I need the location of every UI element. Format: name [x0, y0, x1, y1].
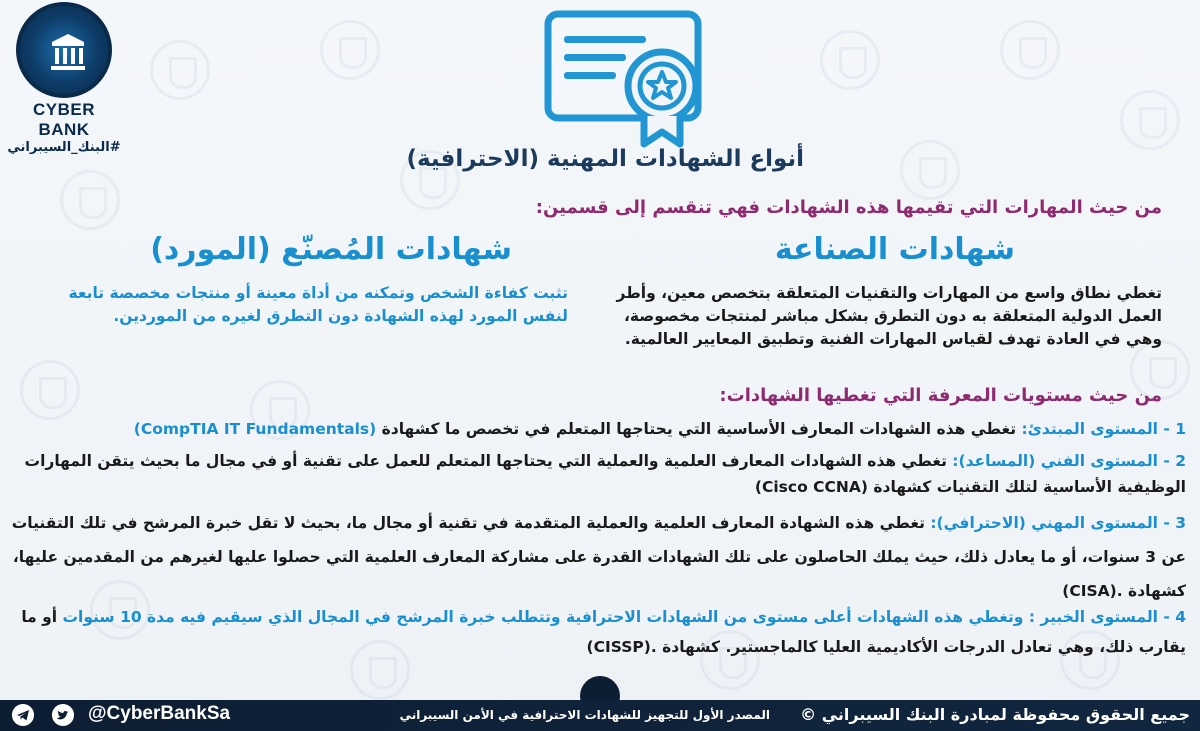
footer-source: المصدر الأول للتجهيز للشهادات الاحترافية في الأمن السيبراني — [399, 708, 770, 722]
levels-section-heading: من حيث مستويات المعرفة التي تغطيها الشهادات: — [719, 385, 1162, 406]
watermark-shield-icon — [150, 40, 210, 100]
logo-hashtag: #البنك_السيبراني — [7, 140, 121, 155]
watermark-shield-icon — [900, 140, 960, 200]
level-number: 3 - — [1157, 514, 1186, 532]
level-item — [6, 416, 1186, 442]
level-example-cert: (Cisco CCNA) — [754, 478, 868, 496]
level-item — [6, 506, 1186, 608]
watermark-shield-icon — [1000, 20, 1060, 80]
skills-section-heading: من حيث المهارات التي تقيمها هذه الشهادات فهي تنقسم إلى قسمين: — [535, 197, 1162, 218]
level-description: تغطي هذه الشهادة المعارف العلمية والعملية المتقدمة في تقنية أو مجال ما، بحيث لا تقل خبرة المرشح في تلك التقنيات عن 3 سنوات، أو ما يعادل ذلك، حيث يملك الحاصلون على تلك الشهادات القدرة على مشاركة المعارف العلمية التي حصلوا عليها لغيرهم من المقدمين عليها، كشهادة — [11, 514, 1186, 600]
level-title: المستوى الفني (المساعد): — [952, 452, 1158, 470]
level-item — [6, 448, 1186, 500]
level-description: تغطي هذه الشهادات المعارف العلمية والعملية التي يحتاجها المتعلم للعمل على تقنية أو في مجال ما بحيث يتقن المهارات الوظيفية الأساسية لتلك التقنيات كشهادة — [24, 452, 1186, 496]
industry-certs-heading: شهادات الصناعة — [774, 232, 1015, 267]
certificate-award-icon — [540, 8, 720, 148]
watermark-shield-icon — [20, 360, 80, 420]
level-title: المستوى الخبير : وتغطي هذه الشهادات أعلى مستوى من الشهادات الاحترافية وتتطلب خبرة المرشح في المجال الذي سيقيم فيه مدة 10 سنوات — [62, 608, 1158, 626]
level-example-cert: (CISA). — [1062, 582, 1123, 600]
watermark-shield-icon — [1120, 90, 1180, 150]
level-number: 2 - — [1157, 452, 1186, 470]
twitter-handle[interactable]: @CyberBankSa — [88, 703, 231, 724]
twitter-icon[interactable] — [52, 704, 74, 726]
level-title: المستوى المبتدئ: — [1021, 420, 1158, 438]
page-title: أنواع الشهادات المهنية (الاحترافية) — [406, 146, 804, 172]
watermark-shield-icon — [820, 30, 880, 90]
watermark-shield-icon — [60, 170, 120, 230]
cyber-bank-logo — [6, 2, 122, 155]
vendor-certs-description: تثبت كفاءة الشخص وتمكنه من أداة معينة أو منتجات مخصصة تابعة لنفس المورد لهذه الشهادة دون التطرق لغيره من الموردين. — [68, 284, 568, 325]
level-description: أو ما يقارب ذلك، وهي تعادل الدرجات الأكاديمية العليا كالماجستير. كشهادة — [21, 608, 1186, 656]
bank-icon — [50, 32, 86, 72]
telegram-icon[interactable] — [12, 704, 34, 726]
watermark-shield-icon — [320, 20, 380, 80]
level-example-cert: (CISSP). — [586, 638, 657, 656]
logo-emblem — [16, 2, 112, 98]
level-item — [6, 602, 1186, 662]
level-description: تغطي هذه الشهادات المعارف الأساسية التي يحتاجها المتعلم في تخصص ما كشهادة — [376, 420, 1022, 438]
industry-certs-description: تغطي نطاق واسع من المهارات والتقنيات المتعلقة بتخصص معين، وأطر العمل الدولية المتعلقة به دون التطرق بشكل مباشر لمنتجات مخصوصة، وهي في العادة تهدف لقياس المهارات الفنية وتطبيق المعايير العالمية. — [616, 284, 1162, 348]
vendor-certs-heading: شهادات المُصنّع (المورد) — [150, 232, 512, 267]
level-example-cert: (CompTIA IT Fundamentals) — [133, 420, 377, 438]
footer-rights: جميع الحقوق محفوظة لمبادرة البنك السيبراني © — [800, 705, 1190, 724]
level-number: 4 - — [1157, 608, 1186, 626]
level-number: 1 - — [1157, 420, 1186, 438]
logo-brand-text: CYBER BANK — [32, 100, 95, 139]
level-title: المستوى المهني (الاحترافي): — [930, 514, 1158, 532]
